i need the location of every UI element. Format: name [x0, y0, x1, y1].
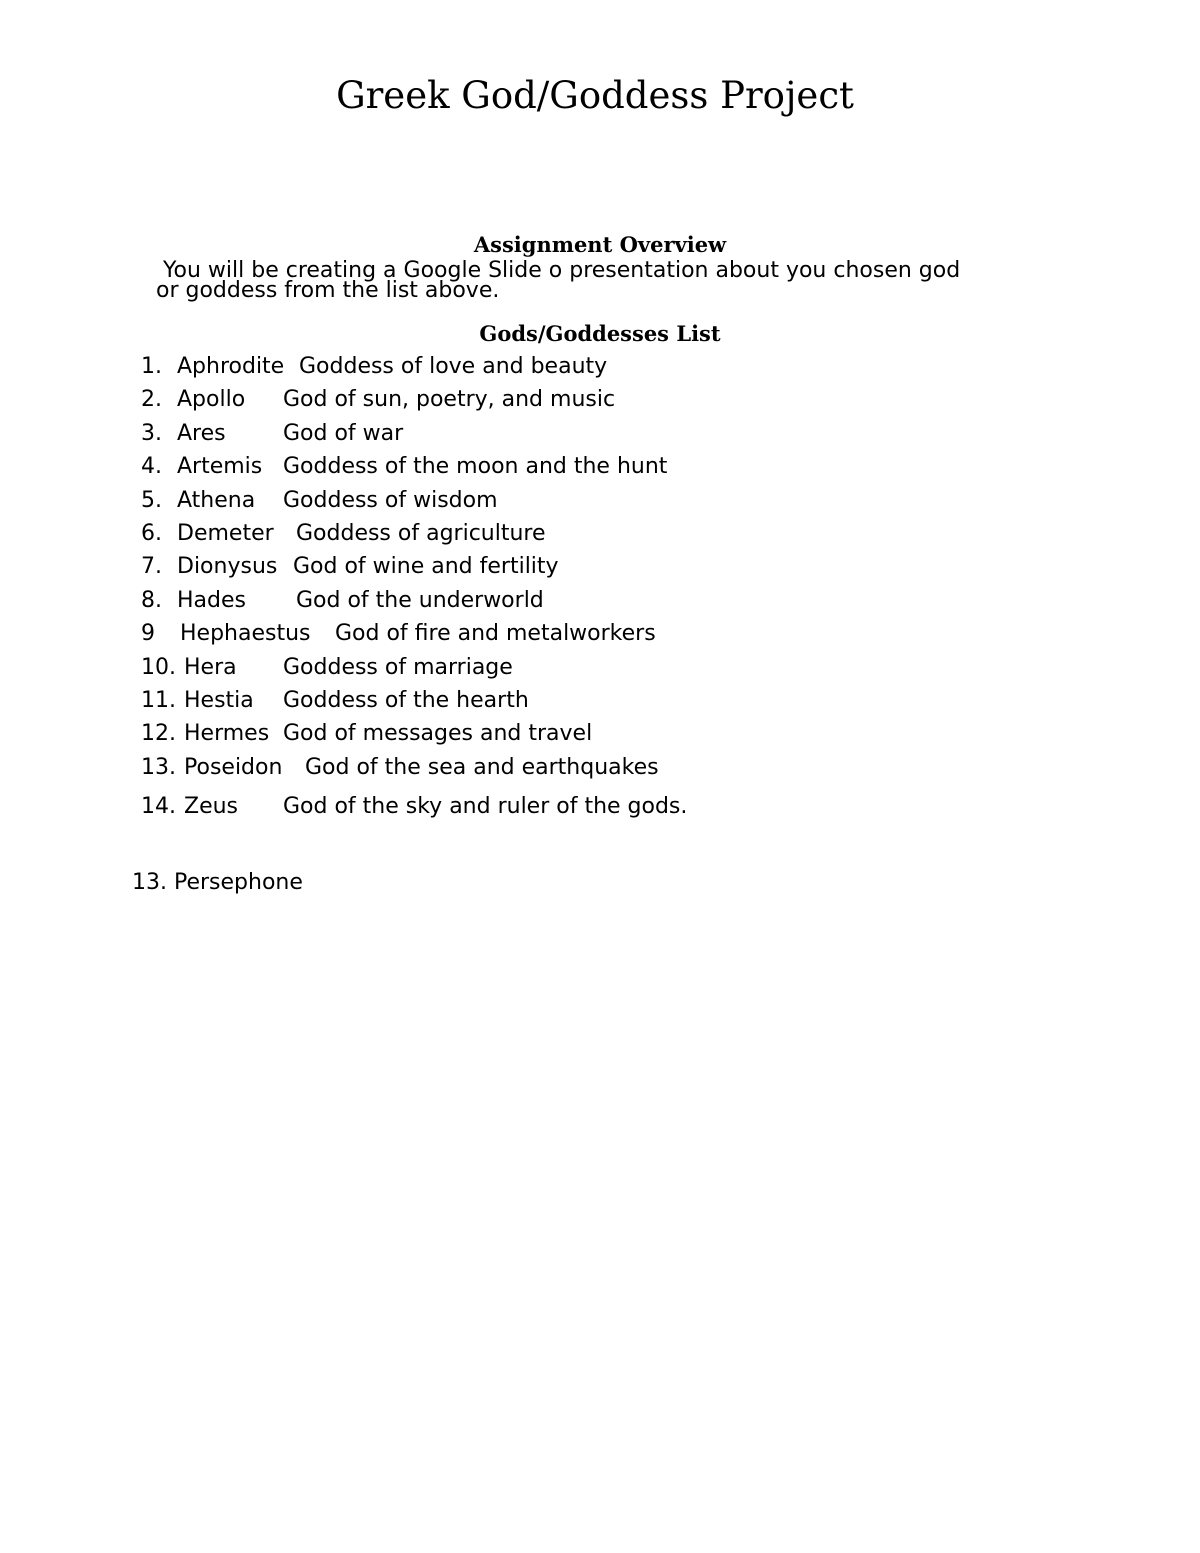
god-name: Artemis [177, 454, 263, 480]
god-description: Goddess of agriculture [296, 520, 546, 546]
item-number: 3. [141, 420, 162, 446]
item-number: 8. [141, 587, 162, 613]
item-number: 9 [141, 621, 155, 647]
god-description: Goddess of the moon and the hunt [283, 454, 668, 480]
item-number: 4. [141, 454, 162, 480]
gods-list-heading: Gods/Goddesses List [479, 321, 721, 346]
item-number: 2. [141, 387, 162, 413]
god-description: God of the sky and ruler of the gods. [283, 794, 688, 820]
god-name: Apollo [177, 387, 246, 413]
god-name: Hestia [184, 687, 254, 713]
god-name: Ares [177, 420, 226, 446]
item-number: 10. [141, 654, 176, 680]
god-name: Dionysus [177, 554, 278, 580]
god-name: Hades [177, 587, 246, 613]
item-number: 5. [141, 487, 162, 513]
god-description: Goddess of marriage [283, 654, 513, 680]
item-number: 6. [141, 520, 162, 546]
item-number: 12. [141, 721, 176, 747]
god-description: God of the underworld [296, 587, 544, 613]
item-number: 11. [141, 687, 176, 713]
overview-heading: Assignment Overview [473, 232, 727, 257]
god-name: Aphrodite [177, 354, 285, 379]
overview-text-line-2: or goddess from the list above. [156, 278, 500, 303]
god-description: God of messages and travel [283, 721, 593, 747]
item-number: 13. [141, 754, 176, 780]
god-name: Athena [177, 487, 256, 513]
item-number: 1. [141, 354, 162, 379]
item-number: 14. [141, 794, 176, 820]
item-number: 7. [141, 554, 162, 580]
god-name: Hephaestus [180, 621, 311, 647]
overview-text-line-1: You will be creating a Google Slide o presentation about you chosen god [163, 258, 961, 283]
god-description: Goddess of love and beauty [299, 354, 608, 379]
god-description: Goddess of the hearth [283, 687, 529, 713]
extra-list-item: 13. Persephone [132, 870, 303, 895]
document-title: Greek God/Goddess Project [336, 74, 854, 117]
god-name: Poseidon [184, 754, 283, 780]
god-description: God of fire and metalworkers [335, 621, 656, 647]
god-description: God of wine and fertility [293, 554, 559, 580]
god-description: God of war [283, 420, 404, 446]
god-description: God of the sea and earthquakes [305, 754, 659, 780]
god-description: God of sun, poetry, and music [283, 387, 616, 413]
god-name: Zeus [184, 794, 239, 820]
god-name: Hermes [184, 721, 270, 747]
god-name: Demeter [177, 520, 274, 546]
god-name: Hera [184, 654, 237, 680]
god-description: Goddess of wisdom [283, 487, 498, 513]
